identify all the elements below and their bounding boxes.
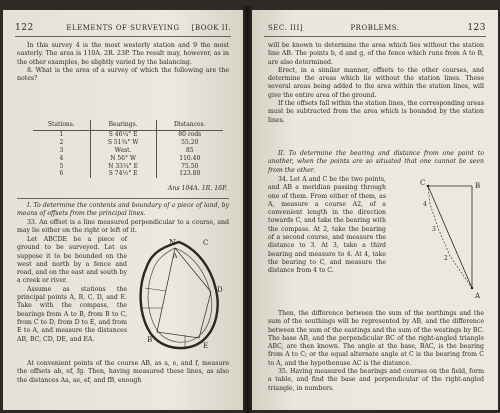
problem-heading-i: I. To determine the contents and boundary of a piece of land, by means of offsets from the principal lines. [17,202,229,218]
left-running-title: ELEMENTS OF SURVEYING [66,24,180,32]
table-cell: 85 [185,146,194,154]
table-cell: N 56° W [90,154,156,162]
paragraph-offsets: If the offsets fall within the station lines, the corresponding areas must be subtracted from the area which is bounded by the station lines. [268,100,485,124]
right-header-rule [264,36,486,37]
survey-notes-table [33,120,223,178]
paragraph-33b: Let ABCDE be a piece of ground to be surveyed. Let us suppose it to be bounded on the west and north by a fence and road, and on the east and south by a creek or river. [17,236,127,285]
figure-label: 3 [432,226,436,233]
figure-label: C [420,179,426,187]
figure-label: C [203,239,209,247]
table-row [33,170,223,178]
intro-paragraph: In this survey 4 is the most westerly station and 9 the most easterly. The area is 110A. 2R. 23P. The result may, however, as in the other examples, be slightly varied by the balancing. [17,42,229,66]
table-cell: 80 rods [178,131,202,139]
paragraph-continuation: will be known to determine the area which lies without the station line AB. The points b, d and g, of the fence which runs from A to B, are also determined. [268,42,484,66]
left-page-header [15,24,231,34]
right-page [252,10,498,410]
bearing-figure [392,176,488,304]
right-running-title: PROBLEMS. [350,24,400,32]
figure-label: B [147,336,153,344]
table-cell: 110.40 [179,154,201,162]
left-book-label: [BOOK II. [191,24,231,32]
point-c-marker [427,185,430,188]
table-cell: S 51¾° W [90,139,156,147]
paragraph-34: 34. Let A and C be the two points, and AB a meridian passing through one of them. From either of them, as A, measure a course A2, of a convenient length in the direction towards C, and take the bearing with the compass. At 2, take the bearing of a second course, and measure the distance to 3. At 3, take a third bearing and measure to 4. At 4, take the bearing to C, and measure the distance from 4 to C. [268,176,386,275]
table-cell: 3 [33,147,90,155]
left-text-top [17,42,229,83]
paragraph-then: Then, the difference between the sum of the northings and the sum of the southings will be represented by AB, and the difference between the sum of the eastings and the sum of the westings by BC. The base AB, and the perpendicular BC of the right-angled triangle ABC, are then known. The angle at the base, BAC, is the bearing from A to C; or the equal alternate angle at C is the bearing from C to A, and the hypothenuse AC is the distance. [268,310,484,367]
table-cell: 6 [33,170,90,178]
figure-label: B [475,182,481,190]
left-page-number: 122 [15,23,34,33]
left-text-bottom [17,360,229,385]
right-text-top [268,42,484,125]
right-page-header [264,24,486,34]
figure-label: A [173,253,178,260]
table-cell: 75.50 [181,162,199,170]
right-text-problem [268,150,484,175]
figure-label: 2 [444,255,448,262]
figure-label: D [217,286,223,294]
table-row [33,147,223,155]
table-row [33,162,223,170]
table-cell: West. [90,147,156,155]
figure-label: 4 [423,201,427,208]
table-cell: 55.20 [181,139,199,147]
right-page-number: 123 [467,23,486,33]
left-page [3,10,243,410]
paragraph-35: 35. Having measured the bearings and courses on the field, form a table, and find the base and perpendicular of the right-angled triangle, in numbers. [268,368,484,392]
table-cell: 2 [33,139,90,147]
figure-label: A [475,292,481,300]
table-cell: 4 [33,154,90,162]
right-text-column [268,176,386,276]
left-header-rule [15,36,231,37]
table-row [33,131,223,139]
left-text-column [17,236,127,344]
left-text-problem [17,202,229,235]
section-divider [17,198,229,199]
table-header-cell: Distances. [156,120,223,131]
table-header-row [33,120,223,131]
table-cell: 123.80 [179,170,201,178]
table-cell: S 46¼° E [90,131,156,139]
point-a-marker [471,287,474,290]
table-header-cell: Bearings. [90,120,156,131]
figure-label: E [203,342,209,350]
paragraph-33c: Assume as stations the principal points A, B, C, D, and E. Take with the compass, the bearings from A to B, from B to C, from C to D, from D to E, and from E to A, and measure the distances AB, BC, CD, DE, and EA. [17,285,127,343]
table-header-cell: Stations. [33,120,90,131]
offsets-figure [129,236,229,354]
boundary-fence [141,242,218,348]
book-gutter [243,6,252,413]
answer-line: Ans 104A. 1R. 16P. [167,185,227,192]
hypothenuse-line-ac [428,186,472,288]
figure-label: N [169,238,176,247]
table-row [33,139,223,147]
problem-heading-ii: II. To determine the bearing and distance from one point to another, when the points are so situated that one cannot be seen from the other. [268,150,484,174]
table-cell: N 33¼° E [90,162,156,170]
paragraph-33: 33. An offset is a line measured perpendicular to a course, and may lie either on the right or left of it. [17,218,229,234]
table-row [33,154,223,162]
right-text-bottom [268,310,484,393]
question-paragraph: 8. What is the area of a survey of which the following are the notes? [17,66,229,83]
table-cell: 5 [33,162,90,170]
paragraph-erect: Erect, in a similar manner, offsets to the other courses, and determine the areas which lie without the station lines. These several areas being added to the area within the station lines, will give the entire area of the ground. [268,66,484,99]
table-cell: 1 [33,131,90,139]
paragraph-33d: At convenient points of the course AB, as a, e, and f, measure the offsets ab, ef, fg. Then, having measured these lines, as also the distances Aa, ae, ef, and fB, enough [17,360,229,384]
table-cell: S 74½° E [90,170,156,178]
right-section-label: SEC. III] [268,24,303,32]
